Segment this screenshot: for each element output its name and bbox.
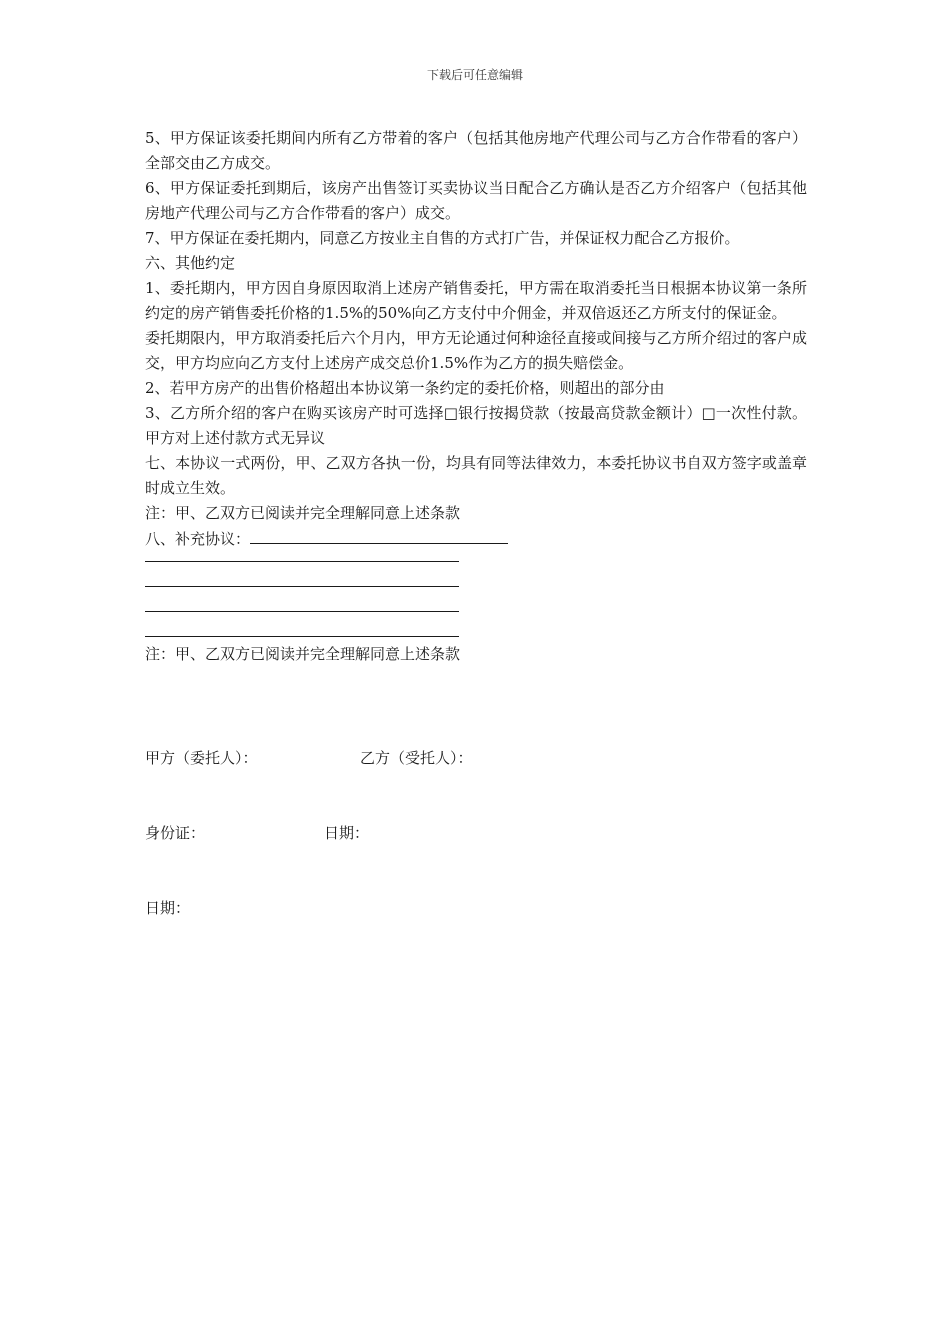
date-label-b: 日期：: [324, 824, 370, 842]
page-header: 下载后可任意编辑: [426, 68, 523, 82]
supplement-agreement-label: 八、补充协议：: [145, 530, 251, 548]
section-heading-other-terms: 六、其他约定: [145, 254, 236, 272]
clause-7: 7、甲方保证在委托期内，同意乙方按业主自售的方式打广告，并保证权力配合乙方报价。: [145, 229, 740, 247]
supplement-agreement-line: [145, 526, 807, 552]
party-b-label: 乙方（受托人）：: [360, 749, 473, 767]
other-term-1-continued: 委托期限内，甲方取消委托后六个月内，甲方无论通过何种途径直接或间接与乙方所介绍过的客户成交，甲方均应向乙方支付上述房产成交总价1.5%作为乙方的损失赔偿金。: [145, 329, 807, 372]
acknowledgement-note: 注：甲、乙双方已阅读并完全理解同意上述条款: [145, 504, 461, 522]
supplement-blank-line[interactable]: [145, 552, 459, 562]
supplement-blank-line[interactable]: [145, 587, 459, 612]
supplement-blank-line[interactable]: [145, 562, 459, 587]
clause-6: 6、甲方保证委托到期后，该房产出售签订买卖协议当日配合乙方确认是否乙方介绍客户（包括其他房地产代理公司与乙方合作带看的客户）成交。: [145, 179, 807, 222]
acknowledgement-note-2: 注：甲、乙双方已阅读并完全理解同意上述条款: [145, 645, 461, 663]
other-term-3: 3、乙方所介绍的客户在购买该房产时可选择□银行按揭贷款（按最高贷款金额计）□一次性付款。甲方对上述付款方式无异议: [145, 404, 807, 447]
other-term-2: 2、若甲方房产的出售价格超出本协议第一条约定的委托价格，则超出的部分由: [145, 379, 665, 397]
other-term-1: 1、委托期内，甲方因自身原因取消上述房产销售委托，甲方需在取消委托当日根据本协议第一条所约定的房产销售委托价格的1.5%的50%向乙方支付中介佣金，并双倍返还乙方所支付的保证金。: [145, 279, 807, 322]
supplement-blank-line[interactable]: [145, 612, 459, 637]
supplement-blank-inline[interactable]: [250, 526, 508, 544]
date-label-a: 日期：: [145, 899, 191, 917]
id-card-label: 身份证：: [145, 824, 206, 842]
document-body: [145, 126, 807, 667]
clause-5: 5、甲方保证该委托期间内所有乙方带着的客户（包括其他房地产代理公司与乙方合作带看的客户）全部交由乙方成交。: [145, 129, 807, 172]
party-a-label: 甲方（委托人）：: [145, 749, 258, 767]
section-seven: 七、本协议一式两份，甲、乙双方各执一份，均具有同等法律效力，本委托协议书自双方签字或盖章时成立生效。: [145, 454, 807, 497]
